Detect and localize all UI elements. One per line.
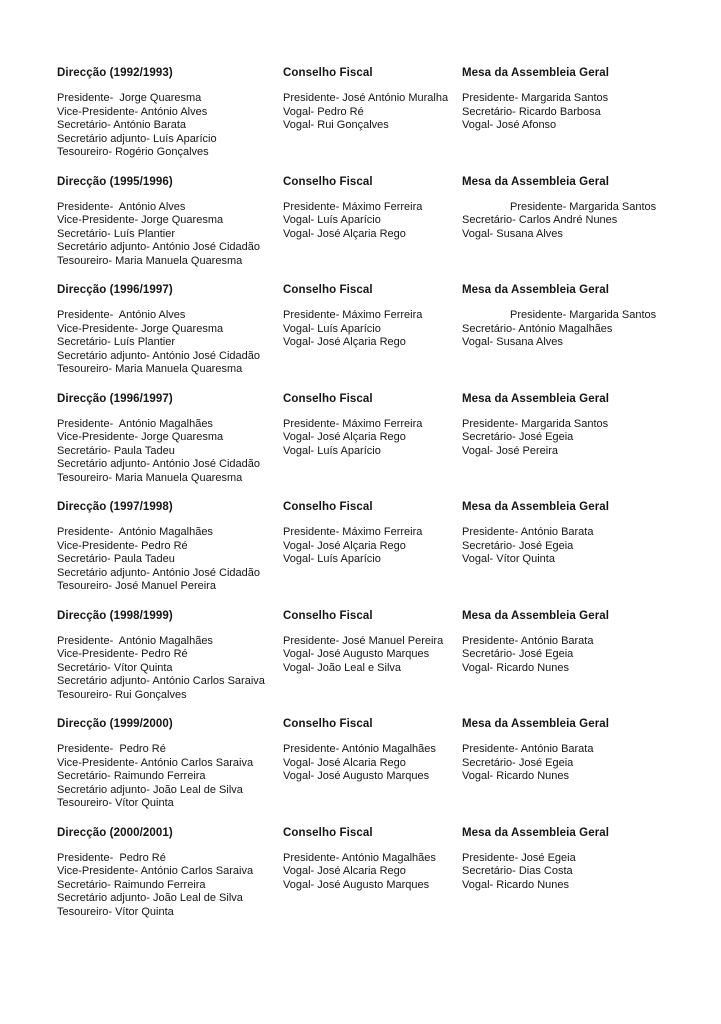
direcao-heading: Direcção (1999/2000) bbox=[57, 718, 173, 730]
direcao-member-list bbox=[57, 635, 283, 703]
member-line: Vogal- José Augusto Marques bbox=[283, 770, 430, 782]
mesa-member-list bbox=[462, 309, 671, 350]
member-line: Presidente- António Magalhães bbox=[283, 851, 436, 864]
section-heading-row bbox=[57, 283, 671, 297]
conselho-fiscal-heading: Conselho Fiscal bbox=[283, 718, 373, 730]
conselho-member-list bbox=[283, 92, 462, 133]
member-line: Secretário- Vítor Quinta bbox=[57, 661, 173, 674]
direcao-member-list bbox=[57, 526, 283, 594]
conselho-fiscal-heading: Conselho Fiscal bbox=[283, 284, 373, 296]
member-line: Vogal- José Alcaria Rego bbox=[283, 756, 406, 769]
section-members-row bbox=[57, 201, 671, 269]
member-line: Vice-Presidente- António Carlos Saraiva bbox=[57, 865, 254, 877]
mesa-assembleia-heading: Mesa da Assembleia Geral bbox=[462, 826, 610, 839]
section-members-row bbox=[57, 309, 671, 377]
mesa-assembleia-heading: Mesa da Assembleia Geral bbox=[462, 501, 610, 513]
member-line: Vogal- José Augusto Marques bbox=[283, 648, 430, 660]
direcao-member-list bbox=[57, 418, 283, 486]
board-year-section bbox=[57, 500, 671, 594]
member-line: Tesoureiro- Maria Manuela Quaresma bbox=[57, 363, 243, 375]
member-line: Vice-Presidente- Pedro Ré bbox=[57, 539, 188, 552]
member-line: Vogal- José Alçaria Rego bbox=[283, 539, 406, 552]
direcao-member-list bbox=[57, 852, 283, 920]
board-year-section bbox=[57, 283, 671, 377]
direcao-heading: Direcção (1996/1997) bbox=[57, 392, 173, 405]
board-year-section bbox=[57, 717, 671, 811]
member-line: Secretário- José Egeia bbox=[462, 756, 574, 769]
mesa-assembleia-heading: Mesa da Assembleia Geral bbox=[462, 175, 610, 188]
member-line: Vogal- Ricardo Nunes bbox=[462, 878, 570, 891]
conselho-fiscal-heading: Conselho Fiscal bbox=[283, 826, 373, 839]
member-line: Presidente- Pedro Ré bbox=[57, 743, 166, 755]
mesa-member-list bbox=[462, 201, 671, 242]
conselho-member-list bbox=[283, 852, 462, 893]
mesa-assembleia-heading: Mesa da Assembleia Geral bbox=[462, 67, 610, 79]
member-line: Presidente- Jorge Quaresma bbox=[57, 92, 202, 104]
member-line: Presidente- António Magalhães bbox=[57, 417, 213, 430]
member-line: Secretário adjunto- João Leal de Silva bbox=[57, 892, 243, 904]
member-line: Secretário- António Barata bbox=[57, 119, 187, 131]
member-line: Vogal- Luís Aparício bbox=[283, 444, 381, 457]
conselho-fiscal-heading: Conselho Fiscal bbox=[283, 392, 373, 405]
member-line: Vogal- José Alçaria Rego bbox=[283, 431, 406, 443]
conselho-member-list bbox=[283, 635, 462, 676]
direcao-member-list bbox=[57, 743, 283, 811]
member-line: Tesoureiro- Vítor Quinta bbox=[57, 905, 174, 918]
member-line: Presidente- Margarida Santos bbox=[462, 92, 609, 104]
conselho-fiscal-heading: Conselho Fiscal bbox=[283, 67, 373, 79]
member-line: Secretário adjunto- João Leal de Silva bbox=[57, 783, 243, 796]
conselho-member-list bbox=[283, 743, 462, 784]
section-heading-row bbox=[57, 717, 671, 731]
mesa-member-list bbox=[462, 92, 671, 133]
member-line: Secretário- José Egeia bbox=[462, 431, 574, 443]
member-line: Presidente- António Barata bbox=[462, 634, 594, 647]
member-line: Vice-Presidente- Pedro Ré bbox=[57, 648, 188, 660]
member-line: Secretário- Carlos André Nunes bbox=[462, 214, 618, 226]
member-line: Presidente- Margarida Santos bbox=[462, 417, 609, 430]
member-line: Secretário adjunto- António José Cidadão bbox=[57, 349, 261, 362]
member-line: Secretário adjunto- António José Cidadão bbox=[57, 566, 261, 579]
member-line: Secretário adjunto- António José Cidadão bbox=[57, 458, 261, 470]
member-line: Secretário- José Egeia bbox=[462, 648, 574, 660]
member-line: Vogal- José Alcaria Rego bbox=[283, 865, 406, 877]
direcao-heading: Direcção (1998/1999) bbox=[57, 609, 173, 622]
section-members-row bbox=[57, 743, 671, 811]
member-line: Tesoureiro- José Manuel Pereira bbox=[57, 580, 216, 592]
member-line: Tesoureiro- Rui Gonçalves bbox=[57, 688, 187, 701]
member-line: Vogal- Susana Alves bbox=[462, 227, 563, 240]
member-line: Presidente- António Magalhães bbox=[57, 526, 213, 538]
member-line: Vogal- Susana Alves bbox=[462, 336, 563, 348]
mesa-assembleia-heading: Mesa da Assembleia Geral bbox=[462, 609, 610, 622]
member-line: Presidente- António Alves bbox=[57, 200, 186, 213]
direcao-member-list bbox=[57, 201, 283, 269]
member-line: Vogal- João Leal e Silva bbox=[283, 661, 402, 674]
section-heading-row bbox=[57, 609, 671, 623]
member-line: Vice-Presidente- Jorge Quaresma bbox=[57, 322, 224, 335]
direcao-heading: Direcção (1995/1996) bbox=[57, 175, 173, 188]
member-line: Vogal- Vítor Quinta bbox=[462, 553, 555, 565]
member-line: Vice-Presidente- Jorge Quaresma bbox=[57, 431, 224, 443]
direcao-heading: Direcção (1992/1993) bbox=[57, 67, 173, 79]
member-line: Tesoureiro- Maria Manuela Quaresma bbox=[57, 471, 243, 484]
direcao-heading: Direcção (1997/1998) bbox=[57, 501, 173, 513]
member-line: Vice-Presidente- António Carlos Saraiva bbox=[57, 756, 254, 769]
member-line: Secretário- Paula Tadeu bbox=[57, 553, 175, 565]
conselho-fiscal-heading: Conselho Fiscal bbox=[283, 609, 373, 622]
member-line: Presidente- António Alves bbox=[57, 309, 186, 321]
section-heading-row bbox=[57, 66, 671, 80]
conselho-fiscal-heading: Conselho Fiscal bbox=[283, 501, 373, 513]
member-line: Vice-Presidente- António Alves bbox=[57, 105, 208, 118]
member-line: Presidente- António Magalhães bbox=[57, 634, 213, 647]
member-line: Vogal- Luís Aparício bbox=[283, 322, 381, 335]
member-line: Presidente- Máximo Ferreira bbox=[283, 200, 423, 213]
direcao-heading: Direcção (2000/2001) bbox=[57, 826, 173, 839]
section-heading-row bbox=[57, 826, 671, 840]
member-line: Secretário- Raimundo Ferreira bbox=[57, 878, 206, 891]
member-line: Presidente- Margarida Santos bbox=[510, 200, 657, 213]
board-year-section bbox=[57, 826, 671, 920]
member-line: Vogal- Luís Aparício bbox=[283, 214, 381, 226]
member-line: Secretário- Ricardo Barbosa bbox=[462, 105, 601, 118]
conselho-member-list bbox=[283, 309, 462, 350]
member-line: Secretário- António Magalhães bbox=[462, 322, 613, 335]
member-line: Presidente- Margarida Santos bbox=[510, 309, 657, 321]
member-line: Vogal- Luís Aparício bbox=[283, 553, 381, 565]
member-line: Presidente- Máximo Ferreira bbox=[283, 417, 423, 430]
member-line: Secretário adjunto- António José Cidadão bbox=[57, 241, 261, 253]
member-line: Tesoureiro- Maria Manuela Quaresma bbox=[57, 254, 243, 267]
mesa-assembleia-heading: Mesa da Assembleia Geral bbox=[462, 284, 610, 296]
section-members-row bbox=[57, 92, 671, 160]
member-line: Presidente- Pedro Ré bbox=[57, 851, 166, 864]
board-year-section bbox=[57, 392, 671, 486]
section-heading-row bbox=[57, 500, 671, 514]
mesa-member-list bbox=[462, 526, 671, 567]
mesa-member-list bbox=[462, 635, 671, 676]
member-line: Secretário- Paula Tadeu bbox=[57, 444, 175, 457]
member-line: Secretário adjunto- António Carlos Saraiva bbox=[57, 675, 265, 687]
member-line: Vogal- Ricardo Nunes bbox=[462, 770, 570, 782]
member-line: Secretário- Raimundo Ferreira bbox=[57, 770, 206, 782]
direcao-member-list bbox=[57, 309, 283, 377]
section-heading-row bbox=[57, 392, 671, 406]
member-line: Presidente- António Magalhães bbox=[283, 743, 436, 755]
board-year-section bbox=[57, 66, 671, 160]
section-members-row bbox=[57, 526, 671, 594]
member-line: Vogal- José Augusto Marques bbox=[283, 878, 430, 891]
member-line: Vogal- Pedro Ré bbox=[283, 105, 364, 118]
mesa-member-list bbox=[462, 852, 671, 893]
member-line: Vogal- José Alçaria Rego bbox=[283, 336, 406, 348]
member-line: Tesoureiro- Vítor Quinta bbox=[57, 797, 174, 809]
member-line: Secretário adjunto- Luís Aparício bbox=[57, 132, 217, 145]
conselho-fiscal-heading: Conselho Fiscal bbox=[283, 175, 373, 188]
direcao-heading: Direcção (1996/1997) bbox=[57, 284, 173, 296]
member-line: Vogal- Ricardo Nunes bbox=[462, 661, 570, 674]
mesa-member-list bbox=[462, 418, 671, 459]
member-line: Secretário- José Egeia bbox=[462, 539, 574, 552]
conselho-member-list bbox=[283, 526, 462, 567]
member-line: Presidente- António Barata bbox=[462, 526, 594, 538]
member-line: Vogal- José Alçaria Rego bbox=[283, 227, 406, 240]
member-line: Presidente- José Egeia bbox=[462, 851, 576, 864]
member-line: Presidente- José Manuel Pereira bbox=[283, 634, 444, 647]
board-year-section bbox=[57, 609, 671, 703]
mesa-assembleia-heading: Mesa da Assembleia Geral bbox=[462, 392, 610, 405]
member-line: Vogal- José Pereira bbox=[462, 444, 558, 457]
member-line: Vogal- Rui Gonçalves bbox=[283, 119, 389, 131]
member-line: Presidente- Máximo Ferreira bbox=[283, 309, 423, 321]
member-line: Secretário- Luís Plantier bbox=[57, 336, 175, 348]
conselho-member-list bbox=[283, 201, 462, 242]
member-line: Secretário- Luís Plantier bbox=[57, 227, 175, 240]
conselho-member-list bbox=[283, 418, 462, 459]
board-year-section bbox=[57, 175, 671, 269]
sections bbox=[57, 66, 671, 934]
member-line: Presidente- Máximo Ferreira bbox=[283, 526, 423, 538]
direcao-member-list bbox=[57, 92, 283, 160]
member-line: Tesoureiro- Rogério Gonçalves bbox=[57, 146, 209, 158]
mesa-assembleia-heading: Mesa da Assembleia Geral bbox=[462, 718, 610, 730]
section-members-row bbox=[57, 635, 671, 703]
section-members-row bbox=[57, 852, 671, 920]
section-members-row bbox=[57, 418, 671, 486]
member-line: Presidente- António Barata bbox=[462, 743, 594, 755]
section-heading-row bbox=[57, 175, 671, 189]
member-line: Presidente- José António Muralha bbox=[283, 92, 449, 104]
member-line: Secretário- Dias Costa bbox=[462, 865, 573, 877]
member-line: Vice-Presidente- Jorge Quaresma bbox=[57, 214, 224, 226]
mesa-member-list bbox=[462, 743, 671, 784]
member-line: Vogal- José Afonso bbox=[462, 119, 557, 131]
